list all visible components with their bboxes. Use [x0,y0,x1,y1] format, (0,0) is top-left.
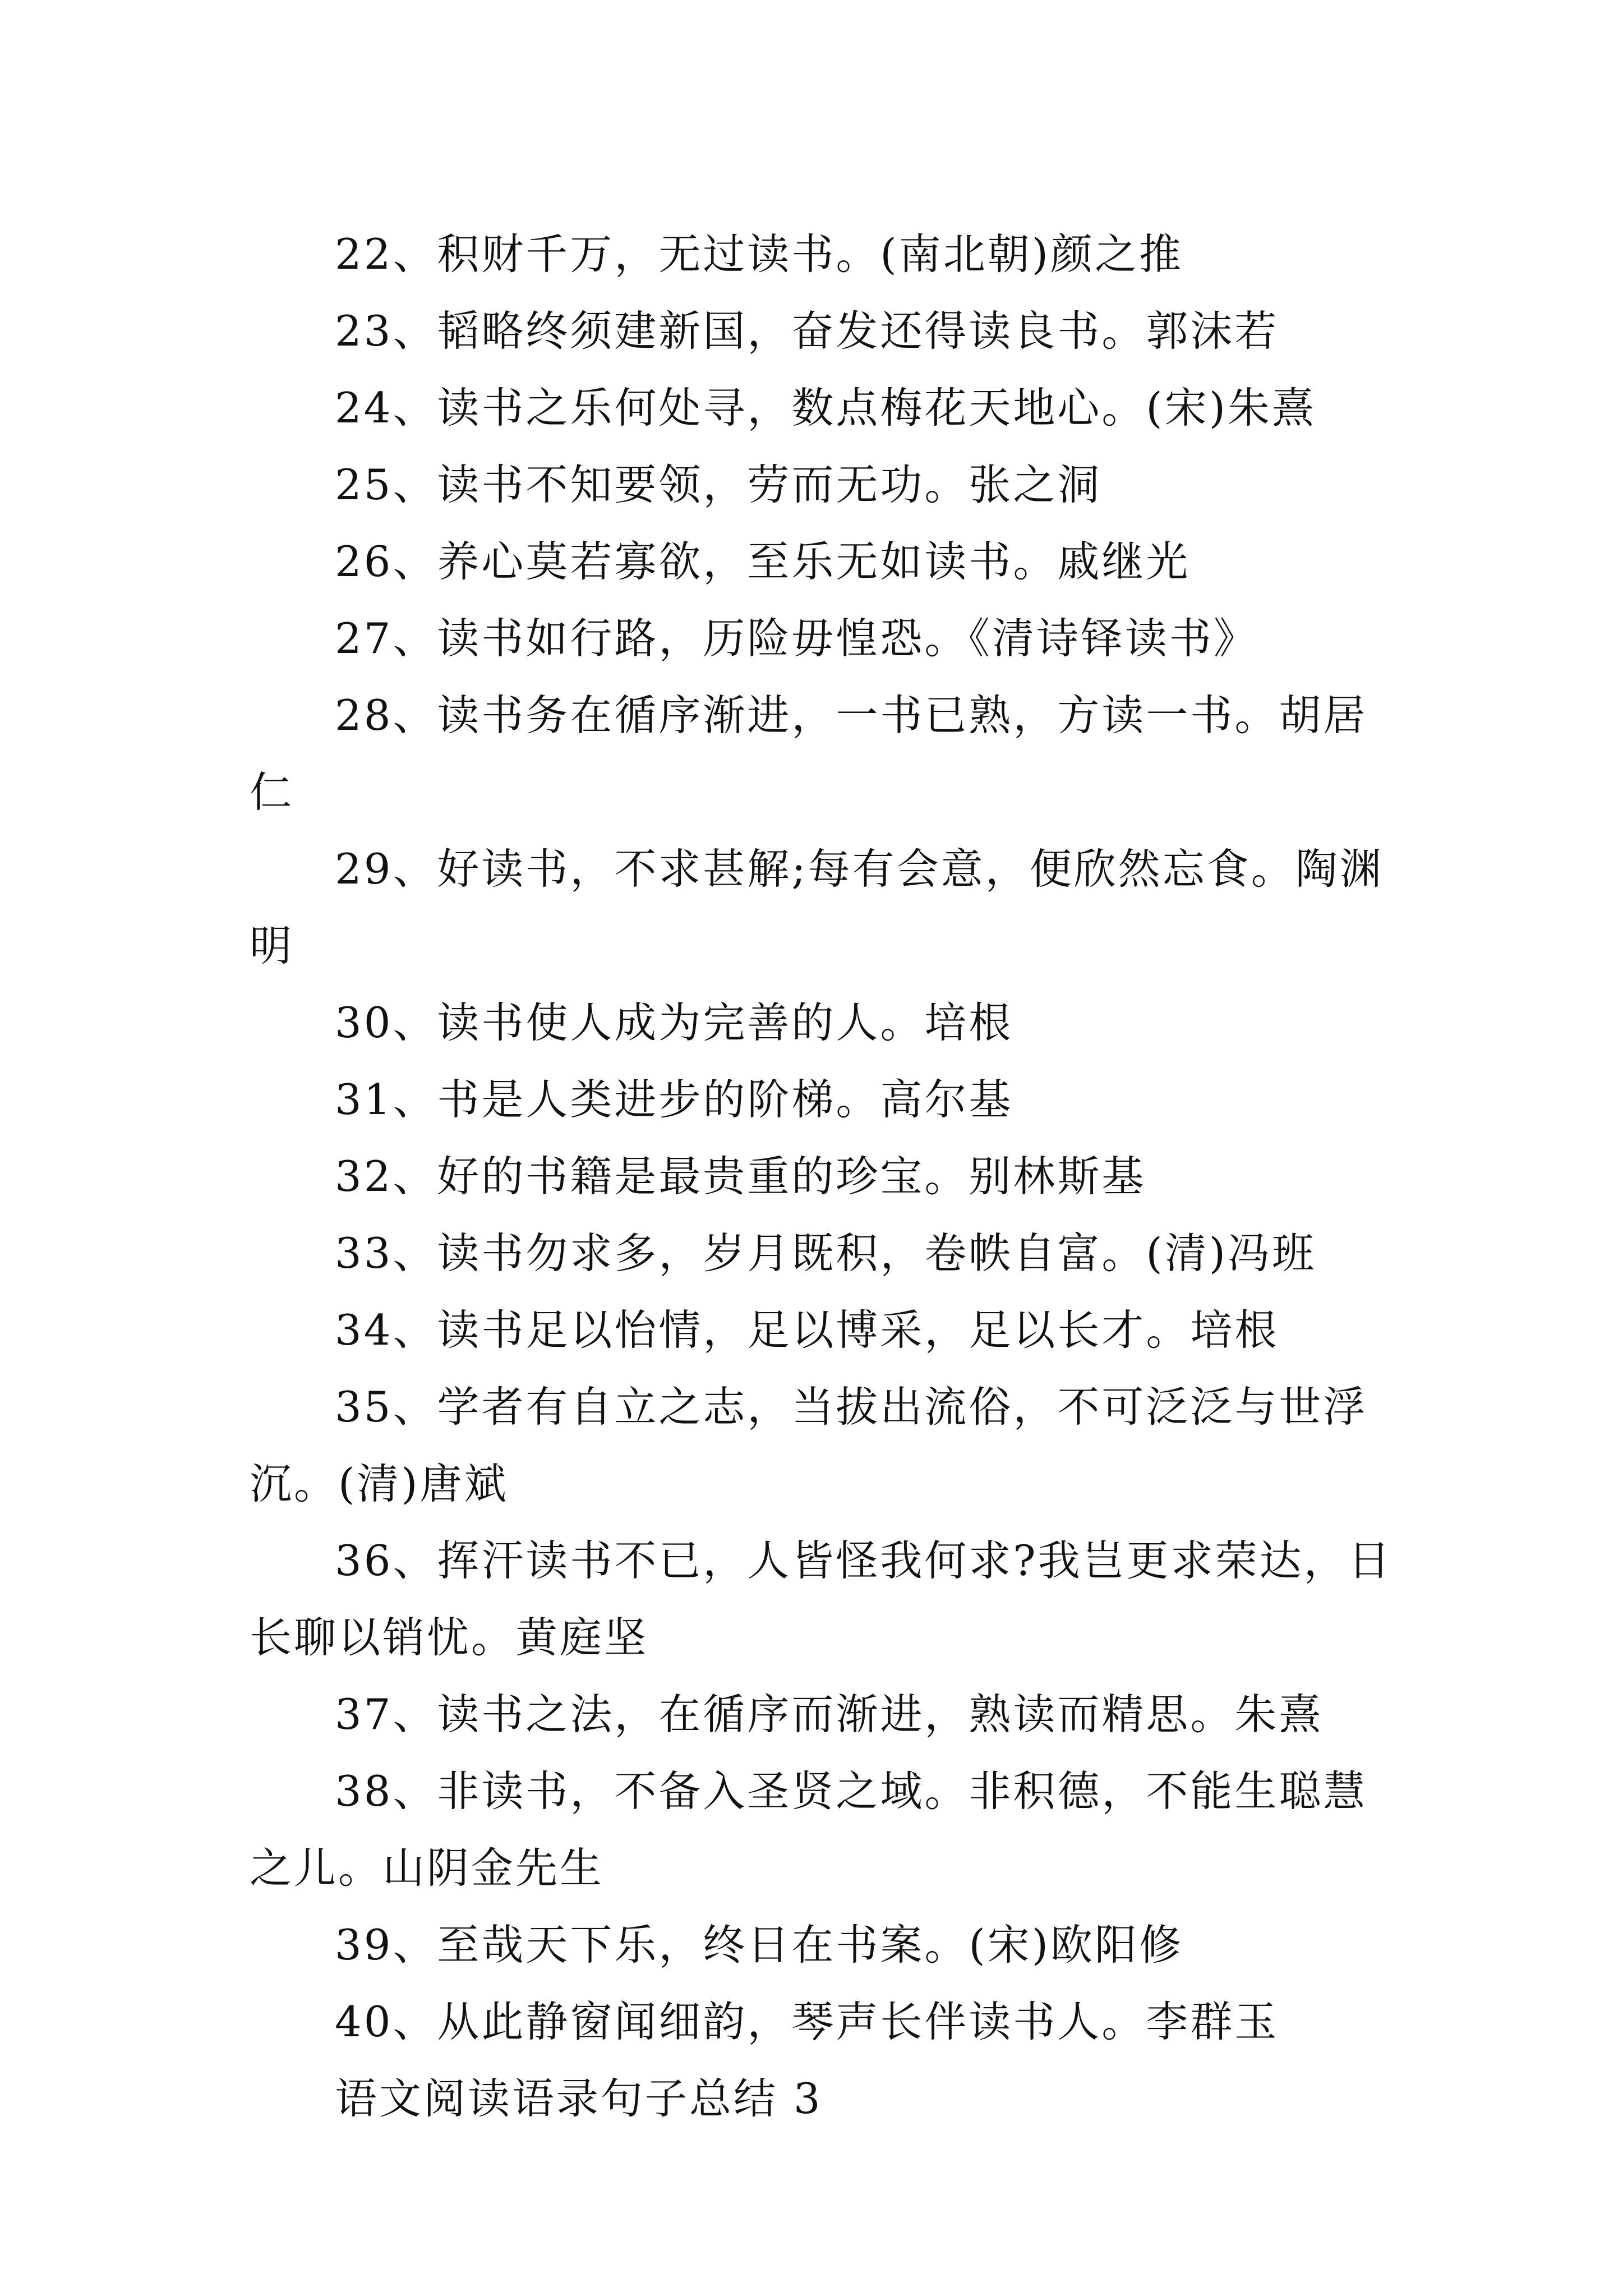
section-heading: 语文阅读语录句子总结 3 [335,2074,823,2123]
quote-31: 31、书是人类进步的阶梯。高尔基 [335,1075,1013,1124]
quote-27: 27、读书如行路，历险毋惶恐。《清诗铎读书》 [335,614,1258,663]
quote-23: 23、韬略终须建新国，奋发还得读良书。郭沫若 [335,306,1279,356]
quote-30: 30、读书使人成为完善的人。培根 [335,998,1013,1047]
quote-35: 35、学者有自立之志，当拔出流俗，不可泛泛与世浮沉。(清)唐斌 [250,1382,1368,1508]
quote-22: 22、积财千万，无过读书。(南北朝)颜之推 [335,229,1183,279]
quote-38: 38、非读书，不备入圣贤之域。非积德，不能生聪慧之儿。山阴金先生 [250,1766,1368,1893]
quote-39: 39、至哉天下乐，终日在书案。(宋)欧阳修 [335,1920,1183,1970]
quote-24: 24、读书之乐何处寻，数点梅花天地心。(宋)朱熹 [335,383,1316,432]
quote-28: 28、读书务在循序渐进，一书已熟，方读一书。胡居仁 [250,691,1368,817]
quote-34: 34、读书足以怡情，足以博采，足以长才。培根 [335,1305,1279,1355]
quote-37: 37、读书之法，在循序而渐进，熟读而精思。朱熹 [335,1690,1324,1739]
quote-32: 32、好的书籍是最贵重的珍宝。别林斯基 [335,1152,1146,1201]
quote-36: 36、挥汗读书不已，人皆怪我何求?我岂更求荣达，日长聊以销忧。黄庭坚 [250,1536,1393,1662]
quote-40: 40、从此静窗闻细韵，琴声长伴读书人。李群玉 [335,1997,1279,2046]
document-body [250,216,1394,2137]
quote-26: 26、养心莫若寡欲，至乐无如读书。戚继光 [335,537,1191,586]
quote-33: 33、读书勿求多，岁月既积，卷帙自富。(清)冯班 [335,1228,1316,1278]
quote-29: 29、好读书，不求甚解;每有会意，便欣然忘食。陶渊明 [250,844,1384,970]
quote-25: 25、读书不知要领，劳而无功。张之洞 [335,460,1102,509]
